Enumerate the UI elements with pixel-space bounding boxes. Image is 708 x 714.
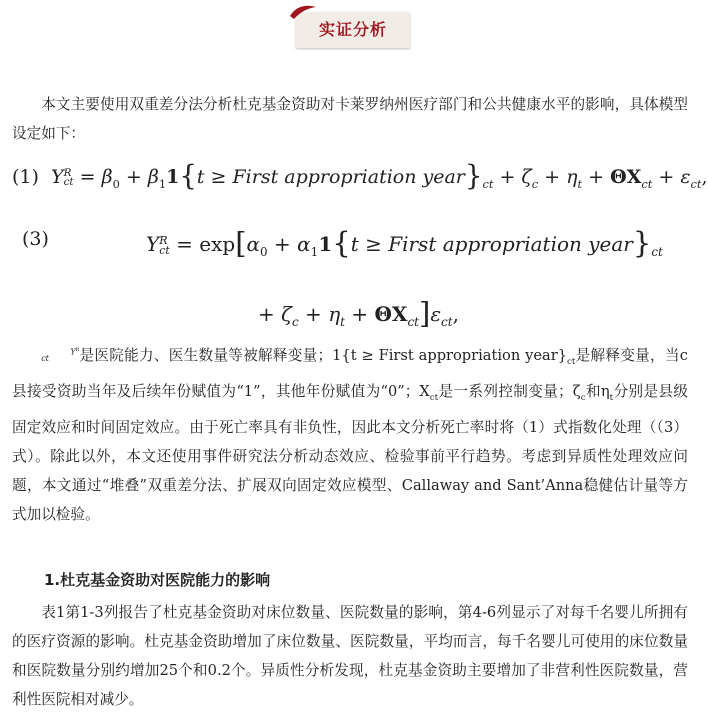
definitions-paragraph: $Y^R$ ct 是医院能力、医生数量等被解释变量；1{t ≥ First appropriation $year\}_{ct}$是解释变量，当c县接受资助当年及后续年份赋值为“1”，其他年份赋值为“0”；$X_{ct}$是一系列控制变量；$\zeta_c$和$\eta_t$分别是县级固定效应和时间固定效应。由于死亡率具有非负性，因此本文分析死亡率时将（1）式指数化处理（（3）式）。除此以外，本文还使用事件研究法分析动态效应、检验事前平行趋势。考虑到异质性处理效应问题，本文通过“堆叠”双重差分法、扩展双向固定效应模型、Callaway and Sant’Anna稳健估计量等方式加以检验。 — [12, 347, 688, 523]
yrct-symbol: $Y^R$ ct — [41, 347, 80, 364]
equation-3-number: (3) — [22, 228, 49, 250]
section-tag — [296, 6, 410, 48]
section-heading: 1.杜克基金资助对医院能力的影响 — [44, 571, 271, 589]
equation-1: (1) YR ct = $\beta_0 + \beta_11\{t$ ≥ First appropriation $year\}_{ct} + \zeta_c + \eta_t + \Theta X_{ct} + \varepsilon_{ct}$, — [12, 160, 708, 192]
equation-3-line2: + $\zeta_c + \eta_t + \Theta X_{ct}]\varepsilon_{ct}$, — [258, 296, 459, 330]
section-body: 表1第1-3列报告了杜克基金资助对床位数量、医院数量的影响，第4-6列显示了对每千名婴儿所拥有的医疗资源的影响。杜克基金资助增加了床位数量、医院数量，平均而言，每千名婴儿可使用的床位数量和医院数量分别约增加25个和0.2个。异质性分析发现，杜克基金资助主要增加了非营利性医院数量，营利性医院相对减少。 — [12, 604, 688, 708]
equation-3-line1: YR ct = $\exp[\alpha_0 + \alpha_11\{t$ ≥ First appropriation $year\}_{ct}$ — [146, 226, 663, 260]
section-title: 实证分析 — [318, 20, 387, 39]
intro-paragraph: 本文主要使用双重差分法分析杜克基金资助对卡莱罗纳州医疗部门和公共健康水平的影响，具体模型设定如下： — [12, 96, 688, 142]
